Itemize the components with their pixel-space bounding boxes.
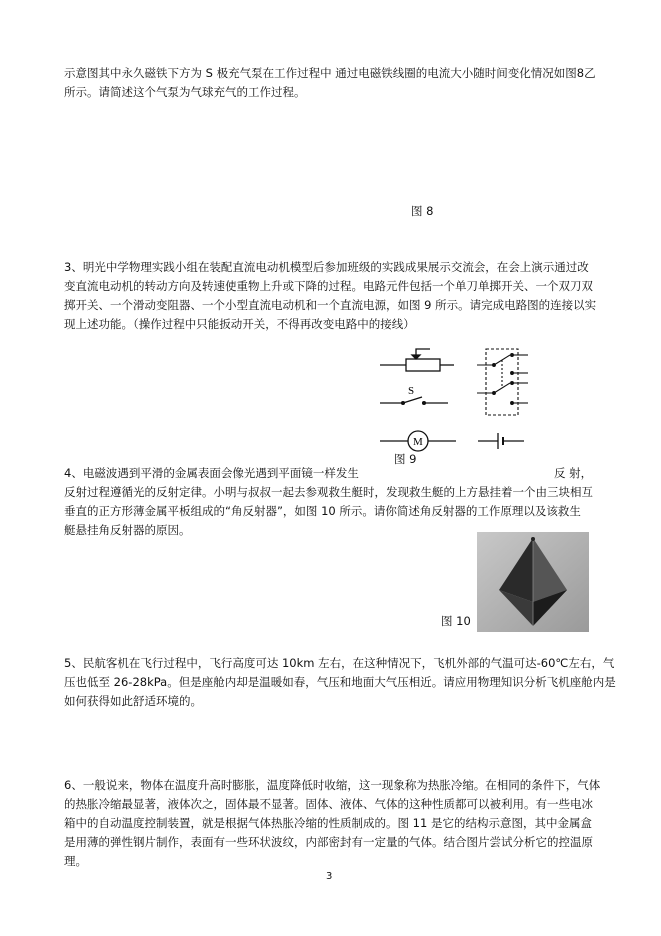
q5-line-2: 压也低至 26-28kPa。但是座舱内却是温暖如春，气压和地面大气压相近。请应用物理知识分析飞机座舱内是 xyxy=(64,675,616,689)
corner-reflector-photo xyxy=(477,532,589,632)
battery-symbol xyxy=(478,433,524,449)
single-pole-switch-symbol xyxy=(380,397,448,404)
switch-label: S xyxy=(408,385,415,397)
q4-line-2: 反射过程遵循光的反射定律。小明与叔叔一起去参观救生艇时，发现救生艇的上方悬挂着一个由三块相互 xyxy=(64,485,593,499)
q4-line-4: 艇悬挂角反射器的原因。 xyxy=(64,523,191,537)
q4-line-1a: 4、电磁波遇到平滑的金属表面会像光遇到平面镜一样发生 xyxy=(64,466,359,480)
q4-line-1b: 反 射， xyxy=(554,466,593,480)
motor-label: M xyxy=(413,436,423,448)
q3-line-1: 3、明光中学物理实践小组在装配直流电动机模型后参加班级的实践成果展示交流会，在会上演示通过改 xyxy=(64,260,589,274)
q6-line-3: 箱中的自动温度控制装置，就是根据气体热胀冷缩的性质制成的。图 11 是它的结构示意图，其中金属盒 xyxy=(64,816,592,830)
fig8-paragraph-line-2: 所示。请简述这个气泵为气球充气的工作过程。 xyxy=(64,85,306,99)
fig8-caption: 图 8 xyxy=(411,204,434,218)
dpdt-switch-symbol xyxy=(477,349,528,415)
rheostat-symbol xyxy=(380,349,454,371)
q3-line-2: 变直流电动机的转动方向及转速使重物上升或下降的过程。电路元件包括一个单刀单掷开关、一个双刀双 xyxy=(64,279,593,293)
q6-line-2: 的热胀冷缩最显著，液体次之，固体最不显著。固体、液体、气体的这种性质都可以被利用。有一些电冰 xyxy=(64,797,593,811)
q3-line-3: 掷开关、一个滑动变阻器、一个小型直流电动机和一个直流电源，如图 9 所示。请完成电路图的连接以实 xyxy=(64,298,597,312)
page-number: 3 xyxy=(326,871,333,882)
q4-line-3: 垂直的正方形薄金属平板组成的“角反射器”，如图 10 所示。请你简述角反射器的工作原理以及该救生 xyxy=(64,504,581,518)
fig10-caption: 图 10 xyxy=(441,614,471,628)
fig9-circuit-components xyxy=(372,345,532,455)
q3-line-4: 现上述功能。（操作过程中只能扳动开关，不得再改变电路中的接线） xyxy=(64,317,415,331)
q5-line-1: 5、民航客机在飞行过程中，飞行高度可达 10km 左右，在这种情况下，飞机外部的气温可达-60℃左右，气 xyxy=(64,656,615,670)
q6-line-4: 是用薄的弹性钢片制作，表面有一些环状波纹，内部密封有一定量的气体。结合图片尝试分析它的控温原 xyxy=(64,835,593,849)
q6-line-1: 6、一般说来，物体在温度升高时膨胀，温度降低时收缩，这一现象称为热胀冷缩。在相同的条件下，气体 xyxy=(64,778,601,792)
fig9-caption: 图 9 xyxy=(394,452,417,466)
q6-line-5: 理。 xyxy=(64,854,87,868)
q5-line-3: 如何获得如此舒适环境的。 xyxy=(64,694,202,708)
fig8-paragraph-line-1: 示意图其中永久磁铁下方为 S 极充气泵在工作过程中 通过电磁铁线圈的电流大小随时间变化情况如图8乙 xyxy=(64,66,596,80)
